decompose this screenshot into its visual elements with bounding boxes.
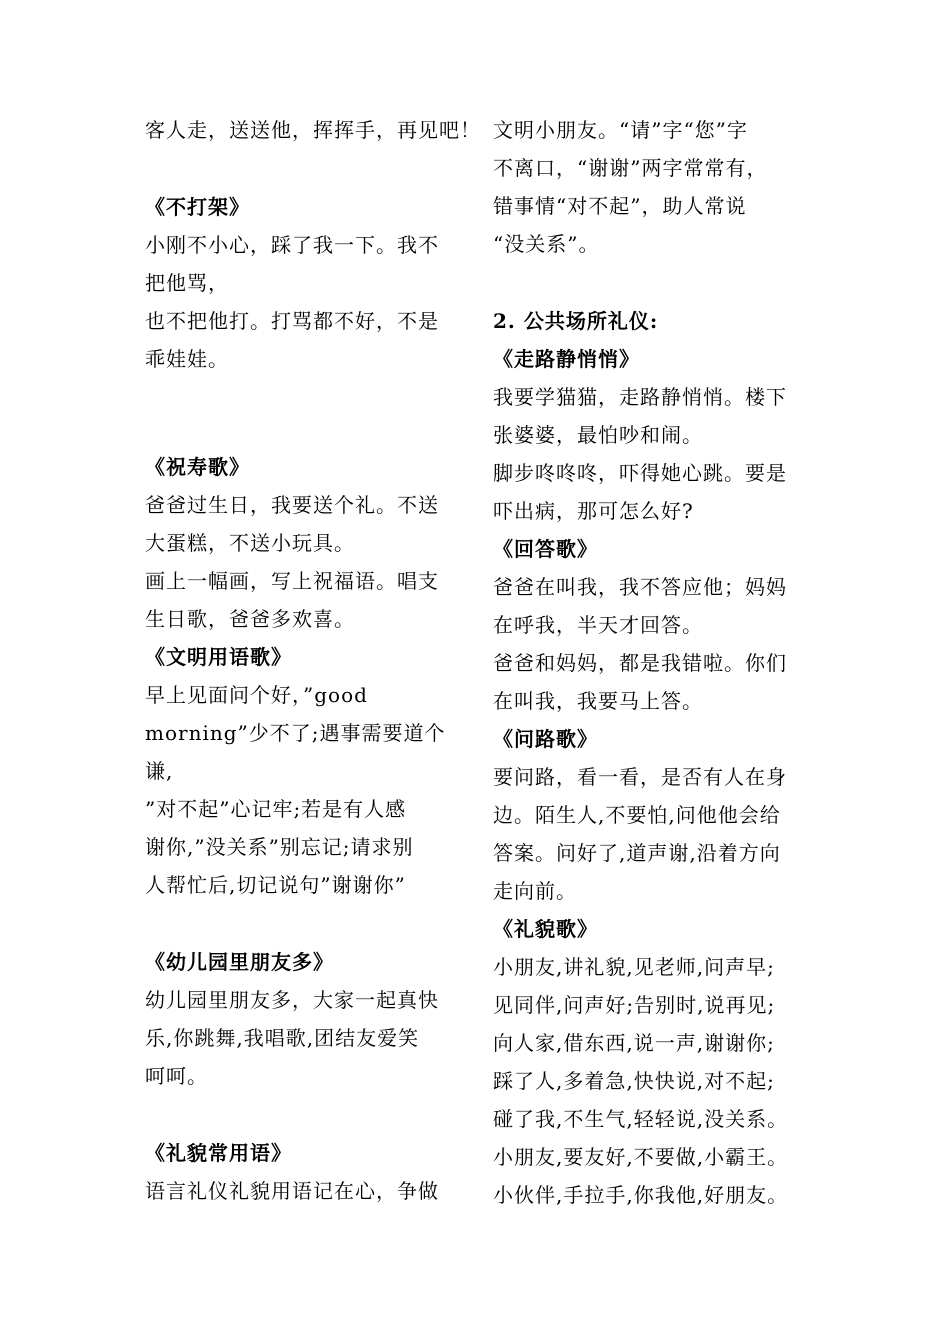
text-line: 边。陌生人,不要怕,问他他会给 [493,803,781,827]
text-line: 画上一幅画，写上祝福语。唱支 [145,569,439,593]
text-line: 小朋友,讲礼貌,见老师,问声早; [493,955,775,979]
text-line: 要问路，看一看，是否有人在身 [493,765,787,789]
text-line: 谢你,”没关系”别忘记;请求别 [145,835,414,859]
text-line: 爸爸和妈妈，都是我错啦。你们 [493,651,787,675]
section-heading: 《不打架》 [145,195,250,219]
text-line: 人帮忙后,切记说句”谢谢你” [145,873,406,897]
text-line: 客人走，送送他，挥挥手，再见吧！ [145,118,481,142]
section-heading: 《回答歌》 [493,537,598,561]
text-line: 吓出病，那可怎么好? [493,499,694,523]
section-heading: 《问路歌》 [493,727,598,751]
text-line: 大蛋糕，不送小玩具。 [145,531,355,555]
text-line: 呵呵。 [145,1064,208,1088]
text-line: 谦, [145,759,174,783]
text-line: 乖娃娃。 [145,347,229,371]
section-heading: 《礼貌常用语》 [145,1141,292,1165]
text-line: “没关系”。 [493,232,600,256]
text-line: 走向前。 [493,879,577,903]
text-line: 张婆婆，最怕吵和闹。 [493,423,703,447]
text-line: 爸爸在叫我，我不答应他；妈妈 [493,575,787,599]
text-line: 向人家,借东西,说一声,谢谢你; [493,1031,775,1055]
text-line: 碰了我,不生气,轻轻说,没关系。 [493,1107,789,1131]
text-line: 把他骂， [145,271,229,295]
text-line: 乐,你跳舞,我唱歌,团结友爱笑 [145,1026,420,1050]
text-line: 在叫我，我要马上答。 [493,689,703,713]
section-heading: 《走路静悄悄》 [493,347,640,371]
text-line: 文明小朋友。“请”字“您”字 [493,118,748,142]
text-line: 错事情“对不起”，助人常说 [493,194,747,218]
text-line: 小朋友,要友好,不要做,小霸王。 [493,1145,789,1169]
text-line: morning”少不了;遇事需要道个 [145,721,446,745]
text-line: 小伙伴,手拉手,你我他,好朋友。 [493,1183,789,1207]
text-line: 也不把他打。打骂都不好，不是 [145,309,439,333]
section-heading: 《幼儿园里朋友多》 [145,950,334,974]
section-heading: 《祝寿歌》 [145,455,250,479]
text-line: 踩了人,多着急,快快说,对不起; [493,1069,775,1093]
section-heading: 《文明用语歌》 [145,645,292,669]
section-heading: 《礼貌歌》 [493,917,598,941]
text-line: 在呼我，半天才回答。 [493,613,703,637]
text-line: 生日歌，爸爸多欢喜。 [145,607,355,631]
text-line: 答案。问好了,道声谢,沿着方向 [493,841,781,865]
text-line: 小刚不小心，踩了我一下。我不 [145,233,439,257]
text-line: 脚步咚咚咚，吓得她心跳。要是 [493,461,787,485]
section-heading: 2. 公共场所礼仪: [493,309,659,333]
text-line: 早上见面问个好，”good [145,683,368,707]
text-line: 爸爸过生日，我要送个礼。不送 [145,493,439,517]
text-line: ”对不起”心记牢;若是有人感 [145,797,407,821]
text-line: 幼儿园里朋友多，大家一起真快 [145,988,439,1012]
text-line: 不离口，“谢谢”两字常常有， [493,156,768,180]
text-line: 见同伴,问声好;告别时,说再见; [493,993,776,1017]
text-line: 语言礼仪礼貌用语记在心，争做 [145,1179,439,1203]
text-line: 我要学猫猫，走路静悄悄。楼下 [493,385,787,409]
